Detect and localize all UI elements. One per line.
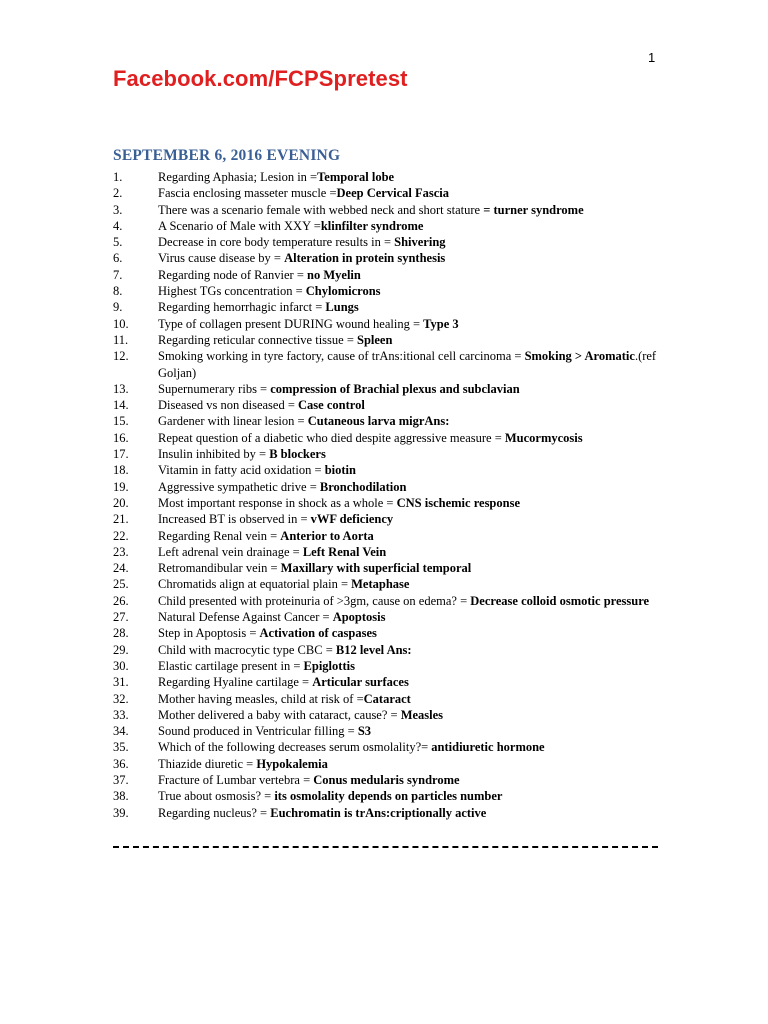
- item-number: 10.: [113, 316, 129, 331]
- list-item: [113, 609, 673, 625]
- answer-text: Measles: [400, 707, 444, 722]
- answer-text: Deep Cervical Fascia: [336, 186, 449, 201]
- list-item: [113, 528, 673, 544]
- page-number: 1: [648, 50, 656, 65]
- answer-text: Cutaneous larva migrAns:: [307, 414, 450, 429]
- reference-note: .(ref Goljan): [158, 349, 657, 380]
- item-number: 19.: [113, 479, 129, 494]
- item-text: [158, 446, 673, 462]
- item-text: [158, 218, 673, 234]
- answer-text: Alteration in protein synthesis: [284, 251, 446, 266]
- question-text: Gardener with linear lesion =: [158, 414, 308, 429]
- list-item: [113, 560, 673, 576]
- answer-text: Epiglottis: [303, 658, 355, 673]
- item-text: [158, 381, 673, 397]
- answer-text: vWF deficiency: [310, 512, 394, 527]
- question-text: Smoking working in tyre factory, cause of trAns:itional cell carcinoma =: [158, 349, 525, 364]
- list-item: [113, 593, 673, 609]
- question-text: Thiazide diuretic =: [158, 756, 257, 771]
- answer-text: Mucormycosis: [504, 430, 583, 445]
- list-item: [113, 772, 673, 788]
- question-text: Step in Apoptosis =: [158, 626, 260, 641]
- list-item: [113, 691, 673, 707]
- item-number: 33.: [113, 707, 129, 722]
- answer-text: Metaphase: [351, 577, 410, 592]
- answer-text: Shivering: [394, 235, 446, 250]
- item-text: [158, 609, 673, 625]
- item-number: 28.: [113, 626, 129, 641]
- answer-text: its osmolality depends on particles number: [274, 789, 503, 804]
- question-text: Virus cause disease by =: [158, 251, 285, 266]
- item-number: 31.: [113, 675, 129, 690]
- item-text: [158, 593, 673, 609]
- item-text: [158, 430, 673, 446]
- list-item: [113, 348, 673, 381]
- item-number: 4.: [113, 218, 123, 233]
- answer-text: Maxillary with superficial temporal: [280, 561, 472, 576]
- answer-text: compression of Brachial plexus and subclavian: [270, 381, 520, 396]
- item-number: 25.: [113, 577, 129, 592]
- item-text: [158, 169, 673, 185]
- item-number: 9.: [113, 300, 123, 315]
- question-text: Type of collagen present DURING wound healing =: [158, 316, 424, 331]
- question-text: Regarding reticular connective tissue =: [158, 332, 357, 347]
- question-text: Fascia enclosing masseter muscle =: [158, 186, 337, 201]
- item-text: [158, 299, 673, 315]
- item-number: 11.: [113, 332, 129, 347]
- answer-text: Left Renal Vein: [302, 544, 387, 559]
- list-item: [113, 707, 673, 723]
- list-item: [113, 544, 673, 560]
- answer-text: CNS ischemic response: [396, 495, 521, 510]
- item-number: 8.: [113, 284, 123, 299]
- answer-text: Articular surfaces: [312, 675, 409, 690]
- list-item: [113, 397, 673, 413]
- list-item: [113, 202, 673, 218]
- list-item: [113, 576, 673, 592]
- item-text: [158, 528, 673, 544]
- question-text: Elastic cartilage present in =: [158, 658, 304, 673]
- item-number: 7.: [113, 267, 123, 282]
- item-number: 18.: [113, 463, 129, 478]
- item-text: [158, 642, 673, 658]
- item-text: [158, 250, 673, 266]
- answer-text: Anterior to Aorta: [280, 528, 374, 543]
- list-item: [113, 218, 673, 234]
- question-text: Regarding node of Ranvier =: [158, 267, 308, 282]
- question-text: Chromatids align at equatorial plain =: [158, 577, 352, 592]
- answer-text: klinfilter syndrome: [320, 218, 424, 233]
- question-text: Diseased vs non diseased =: [158, 398, 299, 413]
- item-number: 14.: [113, 398, 129, 413]
- question-text: Child with macrocytic type CBC =: [158, 642, 336, 657]
- answer-text: Apoptosis: [332, 610, 386, 625]
- list-item: [113, 234, 673, 250]
- item-text: [158, 283, 673, 299]
- item-text: [158, 397, 673, 413]
- list-item: [113, 479, 673, 495]
- answer-text: Lungs: [325, 300, 359, 315]
- question-answer-list: [113, 169, 673, 821]
- item-text: [158, 691, 673, 707]
- question-text: Child presented with proteinuria of >3gm, cause on edema? =: [158, 593, 471, 608]
- item-number: 37.: [113, 772, 129, 787]
- list-item: [113, 430, 673, 446]
- list-item: [113, 381, 673, 397]
- item-number: 21.: [113, 512, 129, 527]
- item-text: [158, 658, 673, 674]
- item-number: 34.: [113, 724, 129, 739]
- answer-text: Hypokalemia: [256, 756, 328, 771]
- answer-text: Type 3: [423, 316, 459, 331]
- list-item: [113, 625, 673, 641]
- item-number: 5.: [113, 235, 123, 250]
- item-number: 32.: [113, 691, 129, 706]
- item-text: [158, 756, 673, 772]
- item-text: [158, 234, 673, 250]
- item-text: [158, 560, 673, 576]
- item-text: [158, 348, 673, 381]
- item-text: [158, 723, 673, 739]
- answer-text: Euchromatin is trAns:criptionally active: [270, 805, 487, 820]
- list-item: [113, 495, 673, 511]
- question-text: Regarding hemorrhagic infarct =: [158, 300, 326, 315]
- list-item: [113, 739, 673, 755]
- list-item: [113, 462, 673, 478]
- item-text: [158, 511, 673, 527]
- question-text: Aggressive sympathetic drive =: [158, 479, 320, 494]
- list-item: [113, 267, 673, 283]
- item-text: [158, 332, 673, 348]
- item-number: 13.: [113, 381, 129, 396]
- item-number: 35.: [113, 740, 129, 755]
- question-text: Insulin inhibited by =: [158, 447, 270, 462]
- item-text: [158, 202, 673, 218]
- item-number: 29.: [113, 642, 129, 657]
- answer-text: Smoking > Aromatic: [524, 349, 635, 364]
- item-text: [158, 739, 673, 755]
- section-divider: [113, 846, 658, 848]
- list-item: [113, 642, 673, 658]
- item-number: 16.: [113, 430, 129, 445]
- question-text: Natural Defense Against Cancer =: [158, 610, 333, 625]
- list-item: [113, 283, 673, 299]
- item-number: 2.: [113, 186, 123, 201]
- item-text: [158, 267, 673, 283]
- question-text: Left adrenal vein drainage =: [158, 544, 303, 559]
- question-text: Supernumerary ribs =: [158, 381, 271, 396]
- item-number: 3.: [113, 202, 123, 217]
- answer-text: Conus medularis syndrome: [313, 772, 460, 787]
- answer-text: Cataract: [363, 691, 411, 706]
- question-text: Increased BT is observed in =: [158, 512, 311, 527]
- list-item: [113, 658, 673, 674]
- item-text: [158, 576, 673, 592]
- question-text: Regarding Renal vein =: [158, 528, 281, 543]
- question-text: Decrease in core body temperature results in =: [158, 235, 395, 250]
- item-number: 39.: [113, 805, 129, 820]
- list-item: [113, 674, 673, 690]
- answer-text: = turner syndrome: [483, 202, 584, 217]
- item-number: 36.: [113, 756, 129, 771]
- list-item: [113, 723, 673, 739]
- question-text: Most important response in shock as a whole =: [158, 495, 397, 510]
- answer-text: Decrease colloid osmotic pressure: [470, 593, 650, 608]
- question-text: Mother having measles, child at risk of =: [158, 691, 364, 706]
- question-text: Regarding Hyaline cartilage =: [158, 675, 313, 690]
- question-text: Fracture of Lumbar vertebra =: [158, 772, 314, 787]
- item-number: 26.: [113, 593, 129, 608]
- list-item: [113, 511, 673, 527]
- question-text: Mother delivered a baby with cataract, cause? =: [158, 707, 401, 722]
- question-text: Vitamin in fatty acid oxidation =: [158, 463, 325, 478]
- item-text: [158, 185, 673, 201]
- question-text: Repeat question of a diabetic who died despite aggressive measure =: [158, 430, 505, 445]
- item-text: [158, 805, 673, 821]
- item-number: 12.: [113, 349, 129, 364]
- question-text: Highest TGs concentration =: [158, 284, 306, 299]
- item-number: 24.: [113, 561, 129, 576]
- item-number: 23.: [113, 544, 129, 559]
- list-item: [113, 169, 673, 185]
- answer-text: Chylomicrons: [305, 284, 381, 299]
- facebook-page-link[interactable]: Facebook.com/FCPSpretest: [113, 66, 408, 91]
- answer-text: S3: [357, 724, 372, 739]
- item-text: [158, 495, 673, 511]
- question-text: Retromandibular vein =: [158, 561, 281, 576]
- item-number: 6.: [113, 251, 123, 266]
- question-text: There was a scenario female with webbed neck and short stature: [158, 202, 484, 217]
- answer-text: no Myelin: [307, 267, 361, 282]
- item-number: 1.: [113, 170, 123, 184]
- answer-text: Bronchodilation: [319, 479, 407, 494]
- list-item: [113, 332, 673, 348]
- item-text: [158, 462, 673, 478]
- question-text: Regarding nucleus? =: [158, 805, 271, 820]
- list-item: [113, 185, 673, 201]
- list-item: [113, 805, 673, 821]
- list-item: [113, 788, 673, 804]
- item-text: [158, 625, 673, 641]
- answer-text: antidiuretic hormone: [431, 740, 545, 755]
- question-text: A Scenario of Male with XXY =: [158, 218, 321, 233]
- item-number: 27.: [113, 610, 129, 625]
- answer-text: B12 level Ans:: [335, 642, 412, 657]
- list-item: [113, 413, 673, 429]
- question-text: True about osmosis? =: [158, 789, 275, 804]
- item-text: [158, 413, 673, 429]
- item-text: [158, 772, 673, 788]
- item-text: [158, 479, 673, 495]
- list-item: [113, 756, 673, 772]
- section-heading: SEPTEMBER 6, 2016 EVENING: [113, 147, 341, 164]
- item-number: 15.: [113, 414, 129, 429]
- question-text: Regarding Aphasia; Lesion in =: [158, 170, 318, 184]
- list-item: [113, 446, 673, 462]
- item-number: 30.: [113, 658, 129, 673]
- answer-text: Spleen: [357, 332, 393, 347]
- question-text: Which of the following decreases serum osmolality?=: [158, 740, 432, 755]
- item-text: [158, 788, 673, 804]
- item-text: [158, 674, 673, 690]
- item-text: [158, 707, 673, 723]
- answer-text: Activation of caspases: [259, 626, 377, 641]
- answer-text: biotin: [324, 463, 356, 478]
- item-number: 17.: [113, 447, 129, 462]
- list-item: [113, 299, 673, 315]
- item-number: 20.: [113, 495, 129, 510]
- item-text: [158, 316, 673, 332]
- list-item: [113, 316, 673, 332]
- item-number: 22.: [113, 528, 129, 543]
- answer-text: Temporal lobe: [317, 170, 395, 184]
- item-number: 38.: [113, 789, 129, 804]
- answer-text: Case control: [298, 398, 365, 413]
- item-text: [158, 544, 673, 560]
- list-item: [113, 250, 673, 266]
- answer-text: B blockers: [269, 447, 326, 462]
- question-text: Sound produced in Ventricular filling =: [158, 724, 358, 739]
